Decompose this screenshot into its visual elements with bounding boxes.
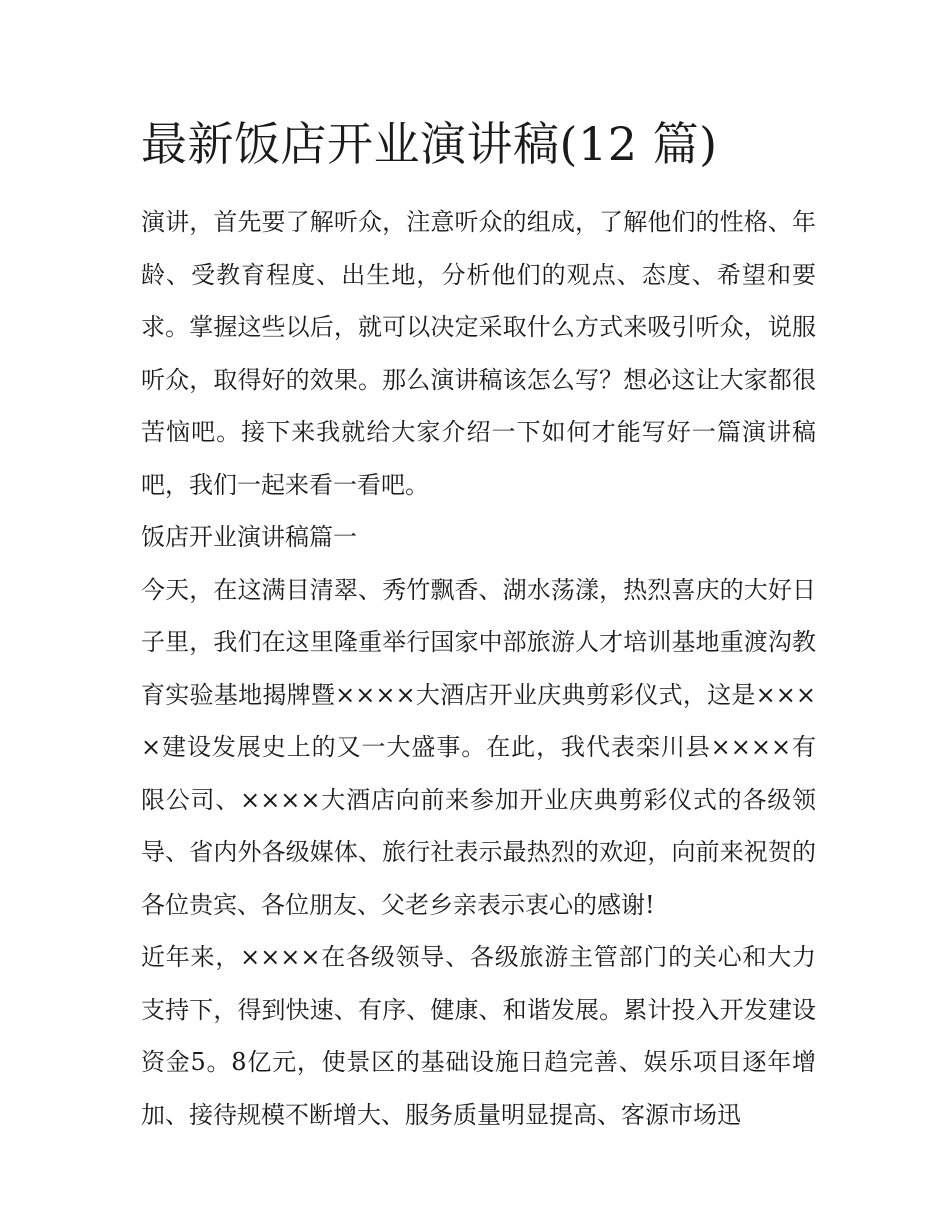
document-body: [141, 196, 816, 1141]
speech-paragraph: 近年来，××××在各级领导、各级旅游主管部门的关心和大力支持下，得到快速、有序、健康、和谐发展。累计投入开发建设资金5。8亿元，使景区的基础设施日趋完善、娱乐项目逐年增加、接待规模不断增大、服务质量明显提高、客源市场迅: [141, 943, 816, 1129]
speech-paragraph: 今天，在这满目清翠、秀竹飘香、湖水荡漾，热烈喜庆的大好日子里，我们在这里隆重举行国家中部旅游人才培训基地重渡沟教育实验基地揭牌暨××××大酒店开业庆典剪彩仪式，这是××××建设发展史上的又一大盛事。在此，我代表栾川县××××有限公司、××××大酒店向前来参加开业庆典剪彩仪式的各级领导、省内外各级媒体、旅行社表示最热烈的欢迎，向前来祝贺的各位贵宾、各位朋友、父老乡亲表示衷心的感谢!: [141, 575, 816, 919]
intro-paragraph: 演讲，首先要了解听众，注意听众的组成，了解他们的性格、年龄、受教育程度、出生地，分析他们的观点、态度、希望和要求。掌握这些以后，就可以决定采取什么方式来吸引听众，说服听众，取得好的效果。那么演讲稿该怎么写？想必这让大家都很苦恼吧。接下来我就给大家介绍一下如何才能写好一篇演讲稿吧，我们一起来看一看吧。: [141, 208, 816, 499]
document-title: 最新饭店开业演讲稿(12 篇): [141, 117, 718, 171]
section-heading: 饭店开业演讲稿篇一: [141, 523, 357, 551]
